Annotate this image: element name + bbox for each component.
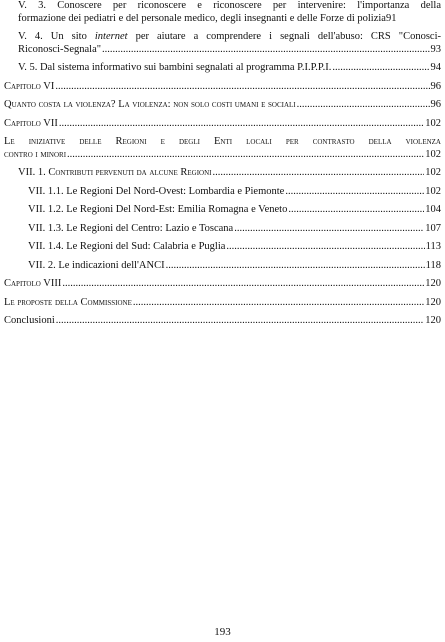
toc-entry-v4-line2: Riconosci-Segnala" (18, 43, 102, 55)
dot-leader (102, 44, 429, 57)
toc-chapter-vi-title: Quanto costa la violenza? La violenza: non solo costi umani e sociali ..... 96 (4, 99, 441, 112)
toc-page: 104 (425, 204, 441, 215)
italic-term: internet (94, 31, 128, 42)
toc-page: 96 (430, 99, 441, 110)
toc-page: 102 (425, 117, 441, 129)
toc-entry-v3-line1: V. 3. Conoscere per riconoscere e riconoscere per intervenire: l'importanza della (18, 0, 441, 11)
dot-leader (59, 118, 424, 131)
dot-leader (56, 315, 424, 328)
toc-entry-v5: V. 5. Dal sistema informativo sui bambini segnalati al programma P.I.P.P.I. ..... 94 (4, 62, 441, 75)
dot-leader (234, 223, 424, 236)
toc-entry-v4: V. 4. Un sito internet per aiutare a comprendere i segnali dell'abuso: CRS "Conosci- Riconosci-Segnala" ..... 93 (4, 31, 441, 56)
dot-leader (226, 241, 424, 254)
toc-page: 113 (425, 241, 441, 252)
table-of-contents (4, 0, 441, 328)
toc-page: 94 (430, 62, 441, 73)
toc-section-vii-1: VII. 1. Contributi pervenuti da alcune Regioni ..... 102 (4, 167, 441, 180)
toc-chapter-vii: Capitolo VII ..... 102 (4, 118, 441, 131)
toc-subsection-vii-1-3: VII. 1.3. Le Regioni del Centro: Lazio e Toscana ..... 107 (4, 223, 441, 236)
toc-page: 96 (430, 80, 441, 92)
toc-page: 91 (385, 12, 397, 24)
toc-entry-v3 (4, 0, 441, 25)
toc-page: 102 (425, 148, 441, 160)
toc-entry-v3-line2: formazione dei pediatri e del personale medico, degli insegnanti e delle Forze di polizia (18, 12, 386, 24)
dot-leader (133, 297, 424, 310)
toc-page: 102 (425, 167, 441, 178)
toc-subsection-vii-1-1: VII. 1.1. Le Regioni Del Nord-Ovest: Lombardia e Piemonte ..... 102 (4, 186, 441, 199)
toc-page: 120 (425, 296, 441, 308)
dot-leader (166, 260, 425, 273)
toc-chapter-viii-title: Le proposte della Commissione ..... 120 (4, 297, 441, 310)
toc-conclusions: Conclusioni ..... 120 (4, 315, 441, 328)
toc-page: 107 (425, 222, 441, 234)
toc-subsection-vii-1-4: VII. 1.4. Le Regioni del Sud: Calabria e Puglia ..... 113 (4, 241, 441, 254)
dot-leader (212, 167, 424, 180)
toc-page: 93 (430, 43, 441, 55)
toc-section-vii-2: VII. 2. Le indicazioni dell'ANCI ..... 118 (4, 260, 441, 273)
dot-leader (62, 278, 424, 291)
toc-subsection-vii-1-2: VII. 1.2. Le Regioni Del Nord-Est: Emilia Romagna e Veneto ..... 104 (4, 204, 441, 217)
dot-leader (285, 186, 424, 199)
toc-page: 120 (425, 278, 441, 289)
page-number: 193 (214, 626, 231, 638)
toc-page: 118 (425, 259, 441, 271)
toc-page: 102 (425, 185, 441, 197)
dot-leader (297, 99, 430, 112)
toc-page: 120 (425, 315, 441, 326)
dot-leader (55, 81, 429, 94)
toc-chapter-vii-title: Le iniziative delle Regioni e degli Enti locali per contrasto della violenza contro i minori ..... 102 (4, 136, 441, 161)
dot-leader (67, 149, 424, 162)
dot-leader (288, 204, 424, 217)
toc-chapter-vi: Capitolo VI ..... 96 (4, 81, 441, 94)
dot-leader (332, 62, 429, 75)
toc-chapter-viii: Capitolo VIII ..... 120 (4, 278, 441, 291)
